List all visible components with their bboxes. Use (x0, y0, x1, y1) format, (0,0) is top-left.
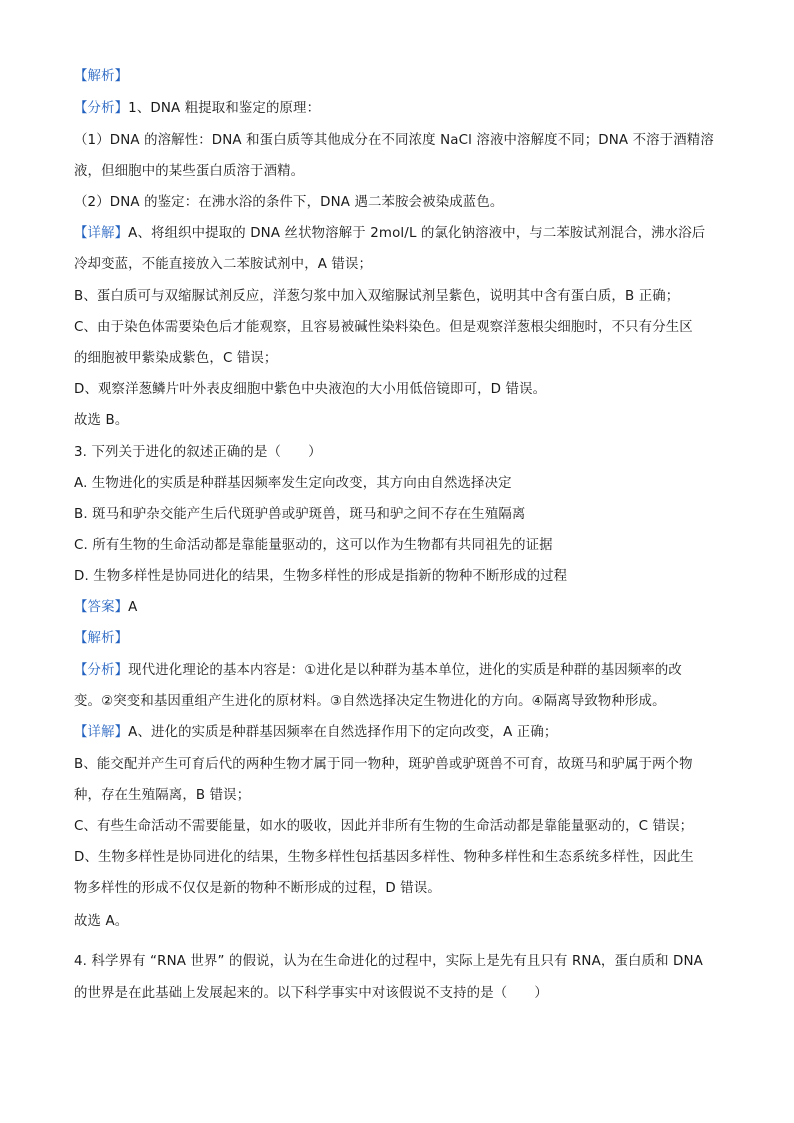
detail-line (74, 723, 557, 743)
text: 种，存在生殖隔离，B 错误； (74, 788, 251, 803)
tag-xiangjie: 【详解】 (74, 226, 129, 241)
text: B. 斑马和驴杂交能产生后代斑驴兽或驴斑兽，斑马和驴之间不存在生殖隔离 (74, 507, 526, 522)
question-3-option-b (74, 505, 525, 525)
text: B、蛋白质可与双缩脲试剂反应，洋葱匀浆中加入双缩脲试剂呈紫色，说明其中含有蛋白质，B 正确； (74, 289, 680, 304)
detail-line (74, 224, 705, 244)
text: C. 所有生物的生命活动都是靠能量驱动的，这可以作为生物都有共同祖先的证据 (74, 538, 553, 553)
text-line (74, 879, 441, 899)
text: A、进化的实质是种群基因频率在自然选择作用下的定向改变，A 正确； (128, 725, 558, 740)
tag-fenxi: 【分析】 (74, 663, 129, 678)
text-line (74, 131, 714, 151)
conclusion-line (74, 411, 128, 431)
text-line (74, 287, 679, 307)
text-line (74, 162, 304, 182)
text: D. 生物多样性是协同进化的结果，生物多样性的形成是指新的物种不断形成的过程 (74, 569, 568, 584)
text: D、观察洋葱鳞片叶外表皮细胞中紫色中央液泡的大小用低倍镜即可，D 错误。 (74, 382, 547, 397)
text: A、将组织中提取的 DNA 丝状物溶解于 2mol/L 的氯化钠溶液中，与二苯胺试剂混合，沸水浴后 (128, 226, 706, 241)
explanation-heading (74, 67, 128, 87)
question-4-stem (74, 952, 703, 972)
tag-fenxi: 【分析】 (74, 101, 129, 116)
text-line (74, 349, 277, 369)
text-line (74, 786, 250, 806)
text: 现代进化理论的基本内容是：①进化是以种群为基本单位，进化的实质是种群的基因频率的改 (128, 663, 682, 678)
conclusion-line (74, 912, 128, 932)
text: 4. 科学界有 “RNA 世界” 的假说，认为在生命进化的过程中，实际上是先有且只有 RNA，蛋白质和 DNA (74, 954, 703, 969)
text-line (74, 984, 548, 1004)
text: 变。②突变和基因重组产生进化的原材料。③自然选择决定生物进化的方向。④隔离导致物种形成。 (74, 694, 666, 709)
analysis-line (74, 661, 682, 681)
text-line (74, 318, 693, 338)
text: C、有些生命活动不需要能量，如水的吸收，因此并非所有生物的生命活动都是靠能量驱动的，C 错误； (74, 819, 694, 834)
text-line (74, 755, 693, 775)
text: （2）DNA 的鉴定：在沸水浴的条件下，DNA 遇二苯胺会被染成蓝色。 (74, 195, 504, 210)
text-line (74, 692, 666, 712)
tag-daan: 【答案】 (74, 600, 129, 615)
explanation-heading (74, 629, 128, 649)
question-3-stem (74, 443, 322, 463)
text-line (74, 817, 693, 837)
text-line (74, 255, 372, 275)
tag-jiexi: 【解析】 (74, 69, 129, 84)
question-3-option-a (74, 474, 512, 494)
question-3-option-c (74, 536, 553, 556)
text: 1、DNA 粗提取和鉴定的原理： (128, 101, 321, 116)
text: D、生物多样性是协同进化的结果，生物多样性包括基因多样性、物种多样性和生态系统多样性，因此生 (74, 850, 694, 865)
tag-jiexi: 【解析】 (74, 631, 129, 646)
text: B、能交配并产生可育后代的两种生物才属于同一物种，斑驴兽或驴斑兽不可育，故斑马和驴属于两个物 (74, 757, 693, 772)
analysis-line (74, 99, 320, 119)
text: 故选 B。 (74, 413, 129, 428)
text: 冷却变蓝，不能直接放入二苯胺试剂中，A 错误； (74, 257, 373, 272)
text: 液，但细胞中的某些蛋白质溶于酒精。 (74, 164, 305, 179)
text: （1）DNA 的溶解性：DNA 和蛋白质等其他成分在不同浓度 NaCl 溶液中溶解度不同；DNA 不溶于酒精溶 (74, 133, 714, 148)
text: 物多样性的形成不仅仅是新的物种不断形成的过程，D 错误。 (74, 881, 441, 896)
text: 的世界是在此基础上发展起来的。以下科学事实中对该假说不支持的是（ ） (74, 986, 548, 1001)
text: C、由于染色体需要染色后才能观察，且容易被碱性染料染色。但是观察洋葱根尖细胞时，不只有分生区 (74, 320, 693, 335)
text: 的细胞被甲紫染成紫色，C 错误； (74, 351, 278, 366)
answer-value: A (128, 600, 138, 615)
text: A. 生物进化的实质是种群基因频率发生定向改变，其方向由自然选择决定 (74, 476, 512, 491)
tag-xiangjie: 【详解】 (74, 725, 129, 740)
text-line (74, 193, 503, 213)
answer-line (74, 598, 137, 618)
text-line (74, 380, 546, 400)
question-3-option-d (74, 567, 567, 587)
text: 故选 A。 (74, 914, 129, 929)
text: 3. 下列关于进化的叙述正确的是（ ） (74, 445, 322, 460)
text-line (74, 848, 694, 868)
